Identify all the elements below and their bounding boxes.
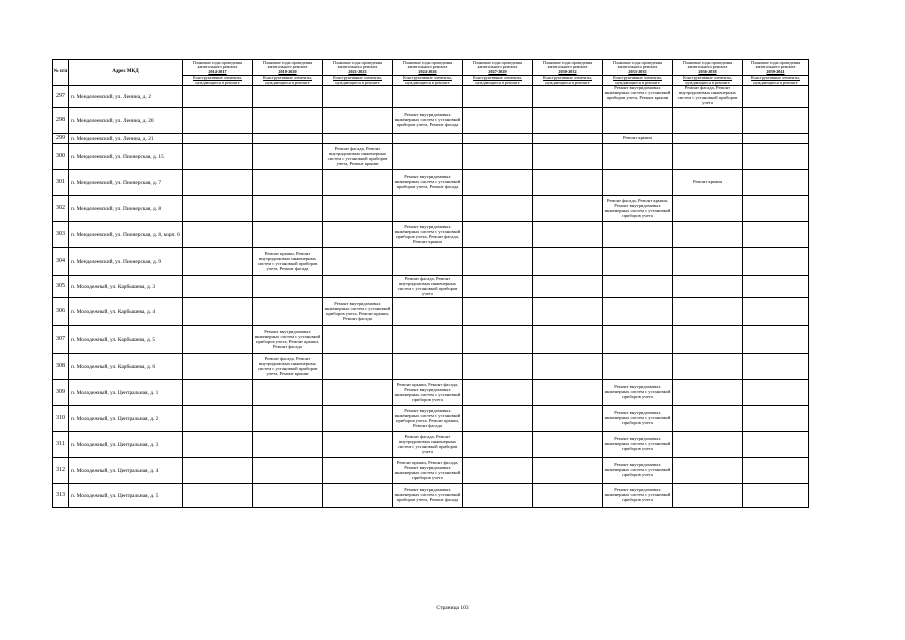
repair-cell bbox=[533, 170, 603, 196]
repair-cell bbox=[393, 354, 463, 380]
header-period bbox=[603, 60, 673, 76]
header-elements: Конструктивные элементы, нуждающиеся в ремонте bbox=[463, 76, 533, 86]
repair-cell: Ремонт внутридомовых инженерных систем с установкой приборов учета, Ремонт фасада bbox=[393, 108, 463, 134]
table-body bbox=[53, 86, 809, 508]
repair-cell bbox=[743, 406, 809, 432]
repair-cell bbox=[183, 86, 253, 108]
repair-cell bbox=[463, 354, 533, 380]
repair-cell bbox=[253, 432, 323, 458]
repair-cell bbox=[393, 144, 463, 170]
repair-cell bbox=[183, 134, 253, 144]
repair-cell bbox=[253, 276, 323, 298]
repair-cell bbox=[183, 380, 253, 406]
repair-cell bbox=[603, 170, 673, 196]
period-name: Плановые годы проведения капитального ремонта bbox=[332, 59, 383, 70]
repair-cell bbox=[743, 326, 809, 354]
repair-cell: Ремонт крыши, Ремонт фасада, Ремонт внутридомовых инженерных систем с установкой приборов учета bbox=[393, 458, 463, 484]
repair-cell: Ремонт крыши, Ремонт внутридомовых инженерных систем с установкой приборов учета, Ремонт фасада bbox=[253, 248, 323, 276]
row-address: п. Молодежный, ул. Карбышева, д. 5 bbox=[69, 326, 183, 354]
repair-cell bbox=[323, 86, 393, 108]
header-elements: Конструктивные элементы, нуждающиеся в ремонте bbox=[533, 76, 603, 86]
repair-cell bbox=[673, 144, 743, 170]
row-address: п. Молодежный, ул. Центральная, д. 5 bbox=[69, 484, 183, 508]
header-elements: Конструктивные элементы, нуждающиеся в ремонте bbox=[323, 76, 393, 86]
row-address: п. Менделеевский, ул. Ленина, д. 20 bbox=[69, 108, 183, 134]
row-number: 310 bbox=[53, 406, 69, 432]
repair-cell bbox=[533, 248, 603, 276]
repair-cell bbox=[393, 134, 463, 144]
repair-cell: Ремонт внутридомовых инженерных систем с установкой приборов учета bbox=[603, 458, 673, 484]
period-years: 2036-2038 bbox=[698, 68, 717, 74]
repair-cell bbox=[743, 432, 809, 458]
repair-cell: Ремонт внутридомовых инженерных систем с установкой приборов учета, Ремонт крыши bbox=[603, 86, 673, 108]
row-address: п. Молодежный, ул. Центральная, д. 3 bbox=[69, 432, 183, 458]
repair-cell: Ремонт фасада, Ремонт внутридомовых инженерных систем с установкой приборов учета bbox=[673, 86, 743, 108]
repair-cell bbox=[743, 380, 809, 406]
period-years: 2030-2032 bbox=[558, 68, 577, 74]
repair-cell bbox=[393, 248, 463, 276]
repair-cell bbox=[743, 222, 809, 248]
repair-cell bbox=[743, 276, 809, 298]
repair-cell bbox=[463, 276, 533, 298]
header-row-periods bbox=[53, 60, 809, 76]
repair-cell bbox=[323, 222, 393, 248]
repair-cell bbox=[463, 170, 533, 196]
table-row bbox=[53, 458, 809, 484]
repair-cell bbox=[673, 432, 743, 458]
repair-cell bbox=[393, 196, 463, 222]
repair-cell bbox=[463, 134, 533, 144]
header-period bbox=[323, 60, 393, 76]
table-row bbox=[53, 196, 809, 222]
row-number: 297 bbox=[53, 86, 69, 108]
row-address: п. Молодежный, ул. Центральная, д. 4 bbox=[69, 458, 183, 484]
capital-repair-table bbox=[52, 59, 809, 508]
repair-cell: Ремонт внутридомовых инженерных систем с установкой приборов учета bbox=[603, 406, 673, 432]
repair-cell: Ремонт фасада, Ремонт внутридомовых инженерных систем с установкой приборов учета bbox=[393, 432, 463, 458]
repair-cell: Ремонт внутридомовых инженерных систем с установкой приборов учета, Ремонт фасада bbox=[393, 170, 463, 196]
repair-cell bbox=[673, 354, 743, 380]
repair-cell: Ремонт внутридомовых инженерных систем с установкой приборов учета, Ремонт фасада, Ремонт крыши bbox=[393, 222, 463, 248]
row-number: 309 bbox=[53, 380, 69, 406]
period-years: 2039-2041 bbox=[766, 68, 785, 74]
row-address: п. Менделеевский, ул. Ленина, д. 2 bbox=[69, 86, 183, 108]
repair-cell bbox=[253, 170, 323, 196]
period-name: Плановые годы проведения капитального ремонта bbox=[402, 59, 453, 70]
repair-cell bbox=[603, 276, 673, 298]
repair-cell bbox=[673, 276, 743, 298]
row-number: 305 bbox=[53, 276, 69, 298]
repair-cell bbox=[603, 298, 673, 326]
repair-cell: Ремонт внутридомовых инженерных систем с установкой приборов учета, Ремонт крыши, Ремонт фасада bbox=[253, 326, 323, 354]
header-period bbox=[393, 60, 463, 76]
repair-cell bbox=[323, 108, 393, 134]
repair-cell bbox=[463, 248, 533, 276]
repair-cell bbox=[673, 484, 743, 508]
repair-cell bbox=[743, 86, 809, 108]
repair-cell bbox=[743, 170, 809, 196]
table-row bbox=[53, 406, 809, 432]
repair-cell bbox=[603, 222, 673, 248]
repair-cell bbox=[183, 276, 253, 298]
repair-cell bbox=[743, 248, 809, 276]
repair-cell bbox=[323, 354, 393, 380]
repair-cell bbox=[463, 380, 533, 406]
repair-cell bbox=[463, 298, 533, 326]
repair-cell bbox=[463, 196, 533, 222]
period-years: 2033-2035 bbox=[628, 68, 647, 74]
repair-cell bbox=[253, 196, 323, 222]
repair-cell bbox=[323, 326, 393, 354]
table-row bbox=[53, 326, 809, 354]
page-number: Страница 103 bbox=[436, 605, 469, 611]
period-years: 2014-2017 bbox=[208, 68, 227, 74]
row-number: 307 bbox=[53, 326, 69, 354]
row-number: 306 bbox=[53, 298, 69, 326]
repair-cell bbox=[183, 298, 253, 326]
repair-cell bbox=[533, 144, 603, 170]
table-row bbox=[53, 380, 809, 406]
repair-cell bbox=[253, 406, 323, 432]
header-period bbox=[183, 60, 253, 76]
table-row bbox=[53, 144, 809, 170]
repair-cell bbox=[533, 276, 603, 298]
period-name: Плановые годы проведения капитального ремонта bbox=[262, 59, 313, 70]
period-name: Плановые годы проведения капитального ремонта bbox=[192, 59, 243, 70]
repair-cell bbox=[673, 196, 743, 222]
repair-cell bbox=[463, 458, 533, 484]
repair-cell bbox=[673, 108, 743, 134]
row-address: п. Менделеевский, ул. Пионерская, д. 9 bbox=[69, 248, 183, 276]
header-elements: Конструктивные элементы, нуждающиеся в ремонте bbox=[743, 76, 809, 86]
row-address: п. Менделеевский, ул. Ленина, д. 21 bbox=[69, 134, 183, 144]
row-number: 312 bbox=[53, 458, 69, 484]
repair-cell bbox=[533, 86, 603, 108]
header-elements: Конструктивные элементы, нуждающиеся в ремонте bbox=[603, 76, 673, 86]
repair-cell bbox=[673, 326, 743, 354]
repair-cell bbox=[533, 380, 603, 406]
row-address: п. Менделеевский, ул. Пионерская, д. 8 bbox=[69, 196, 183, 222]
repair-cell bbox=[673, 380, 743, 406]
repair-cell bbox=[323, 406, 393, 432]
repair-cell bbox=[323, 134, 393, 144]
repair-cell bbox=[533, 222, 603, 248]
repair-cell: Ремонт внутридомовых инженерных систем с установкой приборов учета, Ремонт крыши, Ремонт фасада bbox=[393, 406, 463, 432]
header-elements: Конструктивные элементы, нуждающиеся в ремонте bbox=[253, 76, 323, 86]
row-number: 299 bbox=[53, 134, 69, 144]
table-row bbox=[53, 134, 809, 144]
header-elements: Конструктивные элементы, нуждающиеся в ремонте bbox=[393, 76, 463, 86]
repair-cell bbox=[463, 144, 533, 170]
repair-cell bbox=[743, 458, 809, 484]
header-period bbox=[673, 60, 743, 76]
repair-cell bbox=[463, 222, 533, 248]
repair-cell bbox=[183, 432, 253, 458]
table-row bbox=[53, 354, 809, 380]
repair-cell bbox=[743, 144, 809, 170]
repair-cell bbox=[253, 108, 323, 134]
row-address: п. Молодежный, ул. Центральная, д. 1 bbox=[69, 380, 183, 406]
row-address: п. Молодежный, ул. Карбышева, д. 3 bbox=[69, 276, 183, 298]
period-name: Плановые годы проведения капитального ремонта bbox=[472, 59, 523, 70]
period-name: Плановые годы проведения капитального ремонта bbox=[682, 59, 733, 70]
row-number: 301 bbox=[53, 170, 69, 196]
repair-cell bbox=[743, 298, 809, 326]
row-number: 300 bbox=[53, 144, 69, 170]
repair-cell bbox=[183, 484, 253, 508]
repair-cell bbox=[183, 326, 253, 354]
repair-cell: Ремонт внутридомовых инженерных систем с установкой приборов учета bbox=[603, 380, 673, 406]
row-address: п. Менделеевский, ул. Пионерская, д. 8, корп. 6 bbox=[69, 222, 183, 248]
repair-cell bbox=[463, 484, 533, 508]
table-row bbox=[53, 222, 809, 248]
row-number: 303 bbox=[53, 222, 69, 248]
repair-cell bbox=[533, 326, 603, 354]
header-period bbox=[463, 60, 533, 76]
period-years: 2018-2020 bbox=[278, 68, 297, 74]
repair-cell bbox=[463, 108, 533, 134]
header-elements: Конструктивные элементы, нуждающиеся в ремонте bbox=[673, 76, 743, 86]
repair-cell bbox=[253, 484, 323, 508]
repair-cell bbox=[253, 380, 323, 406]
header-num: № п/п bbox=[53, 60, 69, 86]
repair-cell bbox=[743, 108, 809, 134]
repair-cell bbox=[743, 484, 809, 508]
repair-cell bbox=[463, 326, 533, 354]
repair-cell bbox=[253, 458, 323, 484]
repair-cell bbox=[533, 196, 603, 222]
table-row bbox=[53, 276, 809, 298]
row-number: 304 bbox=[53, 248, 69, 276]
repair-cell bbox=[533, 298, 603, 326]
row-address: п. Менделеевский, ул. Пионерская, д. 7 bbox=[69, 170, 183, 196]
repair-cell bbox=[533, 458, 603, 484]
repair-cell bbox=[183, 222, 253, 248]
repair-cell bbox=[743, 354, 809, 380]
repair-cell bbox=[393, 298, 463, 326]
row-number: 313 bbox=[53, 484, 69, 508]
repair-cell bbox=[533, 134, 603, 144]
repair-cell: Ремонт внутридомовых инженерных систем с установкой приборов учета bbox=[603, 484, 673, 508]
repair-cell bbox=[533, 406, 603, 432]
row-address: п. Менделеевский, ул. Пионерская, д. 15 bbox=[69, 144, 183, 170]
repair-cell: Ремонт фасада, Ремонт внутридомовых инженерных систем с установкой приборов учета, Ремонт крыши bbox=[323, 144, 393, 170]
period-name: Плановые годы проведения капитального ремонта bbox=[612, 59, 663, 70]
repair-cell bbox=[183, 170, 253, 196]
period-years: 2027-2029 bbox=[488, 68, 507, 74]
repair-cell: Ремонт внутридомовых инженерных систем с установкой приборов учета, Ремонт фасада bbox=[393, 484, 463, 508]
repair-cell bbox=[253, 222, 323, 248]
repair-cell bbox=[253, 144, 323, 170]
repair-cell bbox=[673, 222, 743, 248]
repair-cell bbox=[253, 298, 323, 326]
repair-cell bbox=[183, 458, 253, 484]
repair-cell bbox=[323, 170, 393, 196]
row-number: 308 bbox=[53, 354, 69, 380]
repair-cell bbox=[673, 406, 743, 432]
repair-cell bbox=[323, 196, 393, 222]
repair-cell bbox=[253, 134, 323, 144]
repair-cell bbox=[673, 298, 743, 326]
period-years: 2024-2026 bbox=[418, 68, 437, 74]
row-address: п. Молодежный, ул. Карбышева, д. 6 bbox=[69, 354, 183, 380]
repair-cell: Ремонт внутридомовых инженерных систем с установкой приборов учета, Ремонт крыши, Ремонт фасада bbox=[323, 298, 393, 326]
repair-cell: Ремонт крыши bbox=[603, 134, 673, 144]
repair-cell bbox=[743, 196, 809, 222]
repair-cell bbox=[533, 484, 603, 508]
period-years: 2021-2023 bbox=[348, 68, 367, 74]
repair-cell bbox=[533, 354, 603, 380]
table-row bbox=[53, 170, 809, 196]
repair-cell bbox=[603, 144, 673, 170]
repair-cell bbox=[743, 134, 809, 144]
repair-cell bbox=[323, 276, 393, 298]
table-row bbox=[53, 298, 809, 326]
repair-cell bbox=[673, 458, 743, 484]
header-period bbox=[253, 60, 323, 76]
repair-cell bbox=[463, 432, 533, 458]
row-number: 311 bbox=[53, 432, 69, 458]
header-address: Адрес МКД bbox=[69, 60, 183, 86]
repair-cell bbox=[323, 484, 393, 508]
repair-cell bbox=[183, 354, 253, 380]
repair-cell: Ремонт внутридомовых инженерных систем с установкой приборов учета bbox=[603, 432, 673, 458]
row-number: 302 bbox=[53, 196, 69, 222]
repair-cell bbox=[323, 432, 393, 458]
repair-cell bbox=[183, 196, 253, 222]
repair-cell: Ремонт крыши bbox=[673, 170, 743, 196]
repair-cell bbox=[463, 406, 533, 432]
repair-cell bbox=[323, 248, 393, 276]
repair-cell bbox=[533, 108, 603, 134]
repair-cell: Ремонт фасада, Ремонт крыши, Ремонт внутридомовых инженерных систем с установкой приборов учета bbox=[603, 196, 673, 222]
repair-cell bbox=[183, 406, 253, 432]
repair-cell bbox=[603, 108, 673, 134]
table-row bbox=[53, 248, 809, 276]
document-sheet bbox=[52, 59, 809, 508]
repair-cell bbox=[673, 134, 743, 144]
repair-cell bbox=[253, 86, 323, 108]
repair-cell bbox=[603, 354, 673, 380]
table-row bbox=[53, 432, 809, 458]
period-name: Плановые годы проведения капитального ремонта bbox=[750, 59, 801, 70]
repair-cell bbox=[673, 248, 743, 276]
repair-cell bbox=[183, 248, 253, 276]
table-row bbox=[53, 484, 809, 508]
repair-cell bbox=[533, 432, 603, 458]
repair-cell: Ремонт фасада, Ремонт внутридомовых инженерных систем с установкой приборов учета bbox=[393, 276, 463, 298]
repair-cell bbox=[603, 326, 673, 354]
row-address: п. Молодежный, ул. Центральная, д. 2 bbox=[69, 406, 183, 432]
table-row bbox=[53, 86, 809, 108]
repair-cell bbox=[393, 326, 463, 354]
header-period bbox=[743, 60, 809, 76]
repair-cell bbox=[183, 144, 253, 170]
repair-cell bbox=[393, 86, 463, 108]
repair-cell: Ремонт фасада, Ремонт внутридомовых инженерных систем с установкой приборов учета, Ремонт крыши bbox=[253, 354, 323, 380]
header-elements: Конструктивные элементы, нуждающиеся в ремонте bbox=[183, 76, 253, 86]
row-address: п. Молодежный, ул. Карбышева, д. 4 bbox=[69, 298, 183, 326]
row-number: 298 bbox=[53, 108, 69, 134]
repair-cell bbox=[323, 380, 393, 406]
period-name: Плановые годы проведения капитального ремонта bbox=[542, 59, 593, 70]
repair-cell bbox=[463, 86, 533, 108]
repair-cell bbox=[323, 458, 393, 484]
table-row bbox=[53, 108, 809, 134]
repair-cell: Ремонт крыши, Ремонт фасада, Ремонт внутридомовых инженерных систем с установкой приборов учета bbox=[393, 380, 463, 406]
repair-cell bbox=[603, 248, 673, 276]
header-period bbox=[533, 60, 603, 76]
repair-cell bbox=[183, 108, 253, 134]
